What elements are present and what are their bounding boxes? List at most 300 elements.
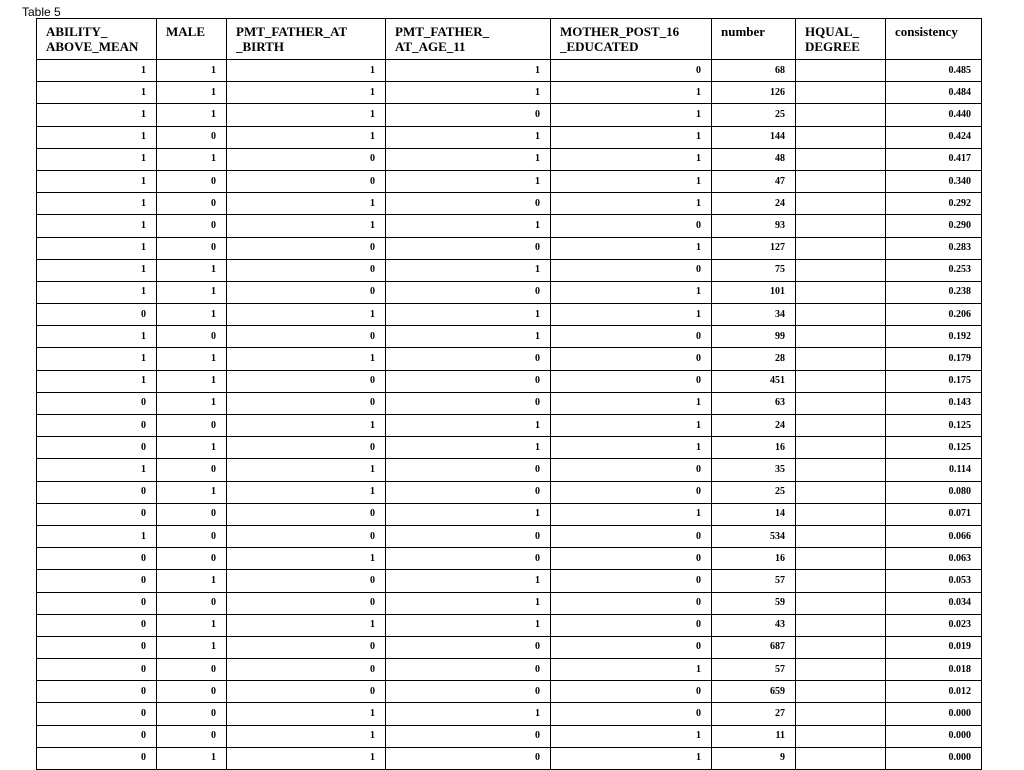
cell-hqual-degree [796, 370, 886, 392]
cell-consistency: 0.018 [886, 659, 982, 681]
cell-mother-post-16-educated: 0 [551, 681, 712, 703]
cell-mother-post-16-educated: 0 [551, 215, 712, 237]
cell-pmt-father-at-age-11: 0 [386, 281, 551, 303]
cell-male: 0 [157, 525, 227, 547]
cell-hqual-degree [796, 636, 886, 658]
cell-ability-above-mean: 1 [37, 148, 157, 170]
cell-pmt-father-at-age-11: 0 [386, 237, 551, 259]
cell-pmt-father-at-age-11: 0 [386, 747, 551, 769]
cell-hqual-degree [796, 237, 886, 259]
cell-consistency: 0.417 [886, 148, 982, 170]
cell-male: 1 [157, 82, 227, 104]
column-header-number: number [712, 19, 796, 60]
cell-mother-post-16-educated: 1 [551, 659, 712, 681]
cell-hqual-degree [796, 592, 886, 614]
cell-mother-post-16-educated: 0 [551, 636, 712, 658]
table-body [37, 60, 982, 770]
cell-hqual-degree [796, 481, 886, 503]
cell-number: 659 [712, 681, 796, 703]
cell-consistency: 0.143 [886, 392, 982, 414]
cell-number: 47 [712, 170, 796, 192]
cell-pmt-father-at-birth: 1 [227, 348, 386, 370]
cell-ability-above-mean: 0 [37, 392, 157, 414]
cell-mother-post-16-educated: 1 [551, 503, 712, 525]
cell-consistency: 0.034 [886, 592, 982, 614]
table-row [37, 459, 982, 481]
cell-pmt-father-at-birth: 0 [227, 659, 386, 681]
cell-pmt-father-at-age-11: 0 [386, 548, 551, 570]
cell-number: 11 [712, 725, 796, 747]
cell-ability-above-mean: 0 [37, 304, 157, 326]
cell-consistency: 0.206 [886, 304, 982, 326]
cell-pmt-father-at-age-11: 1 [386, 304, 551, 326]
cell-ability-above-mean: 1 [37, 370, 157, 392]
cell-ability-above-mean: 0 [37, 548, 157, 570]
cell-mother-post-16-educated: 0 [551, 259, 712, 281]
cell-hqual-degree [796, 725, 886, 747]
table-row [37, 104, 982, 126]
cell-hqual-degree [796, 215, 886, 237]
cell-ability-above-mean: 1 [37, 60, 157, 82]
column-header-mother-post-16-educated: MOTHER_POST_16 _EDUCATED [551, 19, 712, 60]
cell-pmt-father-at-birth: 0 [227, 592, 386, 614]
cell-ability-above-mean: 0 [37, 614, 157, 636]
cell-mother-post-16-educated: 1 [551, 392, 712, 414]
table-row [37, 326, 982, 348]
cell-hqual-degree [796, 659, 886, 681]
cell-pmt-father-at-age-11: 0 [386, 193, 551, 215]
cell-number: 34 [712, 304, 796, 326]
cell-mother-post-16-educated: 1 [551, 415, 712, 437]
cell-number: 24 [712, 193, 796, 215]
cell-mother-post-16-educated: 0 [551, 614, 712, 636]
cell-ability-above-mean: 1 [37, 170, 157, 192]
cell-mother-post-16-educated: 1 [551, 237, 712, 259]
cell-ability-above-mean: 0 [37, 503, 157, 525]
header-row [37, 19, 982, 60]
cell-ability-above-mean: 0 [37, 415, 157, 437]
cell-ability-above-mean: 1 [37, 193, 157, 215]
cell-pmt-father-at-birth: 1 [227, 725, 386, 747]
cell-ability-above-mean: 1 [37, 82, 157, 104]
cell-ability-above-mean: 1 [37, 104, 157, 126]
table-row [37, 193, 982, 215]
cell-number: 16 [712, 437, 796, 459]
cell-pmt-father-at-birth: 1 [227, 215, 386, 237]
cell-pmt-father-at-birth: 0 [227, 170, 386, 192]
cell-hqual-degree [796, 104, 886, 126]
cell-male: 1 [157, 281, 227, 303]
cell-hqual-degree [796, 60, 886, 82]
cell-consistency: 0.424 [886, 126, 982, 148]
cell-consistency: 0.485 [886, 60, 982, 82]
cell-hqual-degree [796, 193, 886, 215]
cell-ability-above-mean: 0 [37, 703, 157, 725]
cell-number: 59 [712, 592, 796, 614]
cell-pmt-father-at-age-11: 0 [386, 459, 551, 481]
cell-number: 9 [712, 747, 796, 769]
cell-number: 28 [712, 348, 796, 370]
cell-consistency: 0.440 [886, 104, 982, 126]
cell-consistency: 0.125 [886, 437, 982, 459]
cell-pmt-father-at-age-11: 1 [386, 592, 551, 614]
cell-number: 144 [712, 126, 796, 148]
cell-pmt-father-at-age-11: 1 [386, 82, 551, 104]
cell-number: 48 [712, 148, 796, 170]
cell-consistency: 0.484 [886, 82, 982, 104]
cell-mother-post-16-educated: 0 [551, 570, 712, 592]
cell-hqual-degree [796, 281, 886, 303]
cell-pmt-father-at-age-11: 1 [386, 437, 551, 459]
cell-hqual-degree [796, 348, 886, 370]
cell-mother-post-16-educated: 1 [551, 747, 712, 769]
cell-consistency: 0.125 [886, 415, 982, 437]
cell-pmt-father-at-birth: 1 [227, 548, 386, 570]
cell-male: 1 [157, 259, 227, 281]
cell-male: 1 [157, 304, 227, 326]
cell-male: 0 [157, 725, 227, 747]
cell-pmt-father-at-age-11: 0 [386, 392, 551, 414]
cell-pmt-father-at-birth: 0 [227, 570, 386, 592]
cell-male: 0 [157, 415, 227, 437]
cell-number: 24 [712, 415, 796, 437]
cell-number: 93 [712, 215, 796, 237]
cell-ability-above-mean: 0 [37, 437, 157, 459]
cell-consistency: 0.023 [886, 614, 982, 636]
cell-pmt-father-at-birth: 1 [227, 459, 386, 481]
cell-mother-post-16-educated: 0 [551, 481, 712, 503]
cell-pmt-father-at-age-11: 1 [386, 259, 551, 281]
cell-pmt-father-at-birth: 1 [227, 126, 386, 148]
cell-pmt-father-at-birth: 0 [227, 259, 386, 281]
cell-pmt-father-at-birth: 1 [227, 747, 386, 769]
cell-number: 127 [712, 237, 796, 259]
table-row [37, 237, 982, 259]
cell-pmt-father-at-birth: 1 [227, 82, 386, 104]
cell-number: 63 [712, 392, 796, 414]
cell-consistency: 0.290 [886, 215, 982, 237]
cell-male: 1 [157, 636, 227, 658]
cell-ability-above-mean: 1 [37, 126, 157, 148]
cell-number: 687 [712, 636, 796, 658]
cell-ability-above-mean: 0 [37, 747, 157, 769]
cell-consistency: 0.283 [886, 237, 982, 259]
cell-consistency: 0.114 [886, 459, 982, 481]
cell-pmt-father-at-birth: 1 [227, 104, 386, 126]
cell-hqual-degree [796, 459, 886, 481]
cell-pmt-father-at-age-11: 0 [386, 104, 551, 126]
cell-consistency: 0.192 [886, 326, 982, 348]
cell-ability-above-mean: 0 [37, 725, 157, 747]
cell-consistency: 0.000 [886, 703, 982, 725]
cell-consistency: 0.071 [886, 503, 982, 525]
cell-pmt-father-at-age-11: 0 [386, 481, 551, 503]
cell-pmt-father-at-age-11: 1 [386, 148, 551, 170]
cell-male: 1 [157, 570, 227, 592]
table-row [37, 82, 982, 104]
table-row [37, 659, 982, 681]
column-header-hqual-degree: HQUAL_ DEGREE [796, 19, 886, 60]
cell-ability-above-mean: 0 [37, 481, 157, 503]
cell-ability-above-mean: 0 [37, 570, 157, 592]
cell-pmt-father-at-age-11: 1 [386, 415, 551, 437]
cell-number: 16 [712, 548, 796, 570]
cell-pmt-father-at-birth: 0 [227, 148, 386, 170]
table-row [37, 548, 982, 570]
cell-pmt-father-at-birth: 0 [227, 326, 386, 348]
table-row [37, 415, 982, 437]
cell-male: 0 [157, 548, 227, 570]
table-row [37, 570, 982, 592]
cell-pmt-father-at-age-11: 1 [386, 60, 551, 82]
cell-pmt-father-at-age-11: 0 [386, 659, 551, 681]
cell-male: 1 [157, 481, 227, 503]
cell-hqual-degree [796, 614, 886, 636]
table-row [37, 259, 982, 281]
cell-mother-post-16-educated: 1 [551, 82, 712, 104]
cell-consistency: 0.179 [886, 348, 982, 370]
cell-consistency: 0.080 [886, 481, 982, 503]
cell-number: 27 [712, 703, 796, 725]
cell-consistency: 0.066 [886, 525, 982, 547]
cell-mother-post-16-educated: 1 [551, 304, 712, 326]
cell-pmt-father-at-birth: 0 [227, 681, 386, 703]
cell-pmt-father-at-age-11: 1 [386, 570, 551, 592]
table-row [37, 170, 982, 192]
cell-male: 0 [157, 326, 227, 348]
cell-consistency: 0.000 [886, 747, 982, 769]
table-row [37, 370, 982, 392]
cell-hqual-degree [796, 681, 886, 703]
cell-hqual-degree [796, 304, 886, 326]
table-caption: Table 5 [22, 5, 61, 19]
table-row [37, 525, 982, 547]
cell-male: 1 [157, 437, 227, 459]
cell-pmt-father-at-age-11: 0 [386, 725, 551, 747]
cell-consistency: 0.340 [886, 170, 982, 192]
table-row [37, 215, 982, 237]
cell-ability-above-mean: 1 [37, 237, 157, 259]
table-row [37, 304, 982, 326]
cell-hqual-degree [796, 415, 886, 437]
cell-hqual-degree [796, 82, 886, 104]
cell-pmt-father-at-age-11: 1 [386, 703, 551, 725]
cell-ability-above-mean: 1 [37, 459, 157, 481]
cell-male: 0 [157, 193, 227, 215]
cell-mother-post-16-educated: 1 [551, 148, 712, 170]
column-header-pmt-father-at-age-11: PMT_FATHER_ AT_AGE_11 [386, 19, 551, 60]
cell-mother-post-16-educated: 0 [551, 348, 712, 370]
cell-pmt-father-at-birth: 1 [227, 614, 386, 636]
cell-pmt-father-at-birth: 1 [227, 481, 386, 503]
cell-pmt-father-at-birth: 0 [227, 636, 386, 658]
cell-mother-post-16-educated: 1 [551, 170, 712, 192]
cell-number: 57 [712, 659, 796, 681]
column-header-consistency: consistency [886, 19, 982, 60]
cell-pmt-father-at-age-11: 1 [386, 215, 551, 237]
cell-pmt-father-at-birth: 0 [227, 370, 386, 392]
table-row [37, 126, 982, 148]
cell-male: 1 [157, 370, 227, 392]
cell-consistency: 0.238 [886, 281, 982, 303]
cell-hqual-degree [796, 392, 886, 414]
cell-male: 1 [157, 747, 227, 769]
cell-pmt-father-at-age-11: 0 [386, 370, 551, 392]
cell-mother-post-16-educated: 0 [551, 525, 712, 547]
cell-number: 101 [712, 281, 796, 303]
results-table [36, 18, 982, 770]
table-row [37, 503, 982, 525]
cell-number: 43 [712, 614, 796, 636]
cell-hqual-degree [796, 525, 886, 547]
cell-hqual-degree [796, 503, 886, 525]
cell-number: 14 [712, 503, 796, 525]
cell-hqual-degree [796, 570, 886, 592]
cell-pmt-father-at-birth: 0 [227, 437, 386, 459]
table-row [37, 392, 982, 414]
cell-male: 0 [157, 215, 227, 237]
cell-male: 1 [157, 348, 227, 370]
cell-consistency: 0.253 [886, 259, 982, 281]
cell-consistency: 0.063 [886, 548, 982, 570]
column-header-pmt-father-at-birth: PMT_FATHER_AT _BIRTH [227, 19, 386, 60]
cell-hqual-degree [796, 703, 886, 725]
cell-hqual-degree [796, 170, 886, 192]
cell-number: 534 [712, 525, 796, 547]
cell-mother-post-16-educated: 0 [551, 592, 712, 614]
cell-mother-post-16-educated: 0 [551, 548, 712, 570]
cell-number: 25 [712, 481, 796, 503]
table-row [37, 681, 982, 703]
cell-pmt-father-at-birth: 0 [227, 281, 386, 303]
cell-male: 1 [157, 614, 227, 636]
cell-pmt-father-at-age-11: 0 [386, 525, 551, 547]
table-row [37, 481, 982, 503]
cell-male: 0 [157, 459, 227, 481]
cell-male: 0 [157, 659, 227, 681]
cell-mother-post-16-educated: 0 [551, 703, 712, 725]
cell-pmt-father-at-birth: 0 [227, 503, 386, 525]
cell-pmt-father-at-age-11: 0 [386, 636, 551, 658]
cell-ability-above-mean: 0 [37, 681, 157, 703]
cell-number: 57 [712, 570, 796, 592]
cell-male: 0 [157, 592, 227, 614]
cell-hqual-degree [796, 747, 886, 769]
cell-number: 75 [712, 259, 796, 281]
cell-pmt-father-at-birth: 1 [227, 60, 386, 82]
cell-male: 0 [157, 126, 227, 148]
cell-pmt-father-at-birth: 1 [227, 193, 386, 215]
table-row [37, 437, 982, 459]
cell-mother-post-16-educated: 1 [551, 193, 712, 215]
cell-hqual-degree [796, 326, 886, 348]
column-header-ability-above-mean: ABILITY_ ABOVE_MEAN [37, 19, 157, 60]
cell-ability-above-mean: 1 [37, 326, 157, 348]
cell-consistency: 0.175 [886, 370, 982, 392]
cell-mother-post-16-educated: 1 [551, 104, 712, 126]
cell-pmt-father-at-birth: 0 [227, 392, 386, 414]
cell-pmt-father-at-birth: 1 [227, 304, 386, 326]
cell-ability-above-mean: 1 [37, 215, 157, 237]
cell-ability-above-mean: 1 [37, 348, 157, 370]
cell-hqual-degree [796, 126, 886, 148]
cell-number: 35 [712, 459, 796, 481]
cell-male: 1 [157, 104, 227, 126]
cell-male: 0 [157, 703, 227, 725]
cell-pmt-father-at-birth: 0 [227, 237, 386, 259]
cell-consistency: 0.000 [886, 725, 982, 747]
cell-consistency: 0.012 [886, 681, 982, 703]
cell-consistency: 0.292 [886, 193, 982, 215]
table-row [37, 614, 982, 636]
cell-mother-post-16-educated: 1 [551, 437, 712, 459]
cell-hqual-degree [796, 259, 886, 281]
cell-consistency: 0.053 [886, 570, 982, 592]
cell-male: 1 [157, 60, 227, 82]
cell-pmt-father-at-age-11: 0 [386, 348, 551, 370]
cell-hqual-degree [796, 148, 886, 170]
cell-pmt-father-at-age-11: 1 [386, 614, 551, 636]
cell-male: 0 [157, 503, 227, 525]
cell-mother-post-16-educated: 0 [551, 60, 712, 82]
table-row [37, 592, 982, 614]
cell-consistency: 0.019 [886, 636, 982, 658]
cell-pmt-father-at-age-11: 1 [386, 170, 551, 192]
cell-hqual-degree [796, 548, 886, 570]
cell-hqual-degree [796, 437, 886, 459]
table-row [37, 636, 982, 658]
cell-number: 25 [712, 104, 796, 126]
cell-male: 0 [157, 237, 227, 259]
table-row [37, 747, 982, 769]
table-row [37, 725, 982, 747]
cell-ability-above-mean: 1 [37, 281, 157, 303]
table-row [37, 281, 982, 303]
cell-pmt-father-at-birth: 0 [227, 525, 386, 547]
cell-male: 1 [157, 392, 227, 414]
cell-ability-above-mean: 0 [37, 659, 157, 681]
cell-number: 68 [712, 60, 796, 82]
table-row [37, 60, 982, 82]
cell-male: 1 [157, 148, 227, 170]
cell-ability-above-mean: 0 [37, 592, 157, 614]
cell-male: 0 [157, 170, 227, 192]
column-header-male: MALE [157, 19, 227, 60]
cell-mother-post-16-educated: 0 [551, 459, 712, 481]
cell-number: 126 [712, 82, 796, 104]
cell-mother-post-16-educated: 1 [551, 126, 712, 148]
cell-mother-post-16-educated: 0 [551, 370, 712, 392]
cell-pmt-father-at-age-11: 1 [386, 503, 551, 525]
table-row [37, 703, 982, 725]
cell-male: 0 [157, 681, 227, 703]
cell-pmt-father-at-birth: 1 [227, 415, 386, 437]
cell-number: 451 [712, 370, 796, 392]
cell-pmt-father-at-age-11: 0 [386, 681, 551, 703]
cell-pmt-father-at-age-11: 1 [386, 126, 551, 148]
table-header [37, 19, 982, 60]
table-row [37, 148, 982, 170]
cell-mother-post-16-educated: 1 [551, 725, 712, 747]
cell-pmt-father-at-age-11: 1 [386, 326, 551, 348]
table-row [37, 348, 982, 370]
cell-ability-above-mean: 0 [37, 636, 157, 658]
cell-pmt-father-at-birth: 1 [227, 703, 386, 725]
cell-mother-post-16-educated: 0 [551, 326, 712, 348]
cell-ability-above-mean: 1 [37, 525, 157, 547]
cell-mother-post-16-educated: 1 [551, 281, 712, 303]
cell-number: 99 [712, 326, 796, 348]
